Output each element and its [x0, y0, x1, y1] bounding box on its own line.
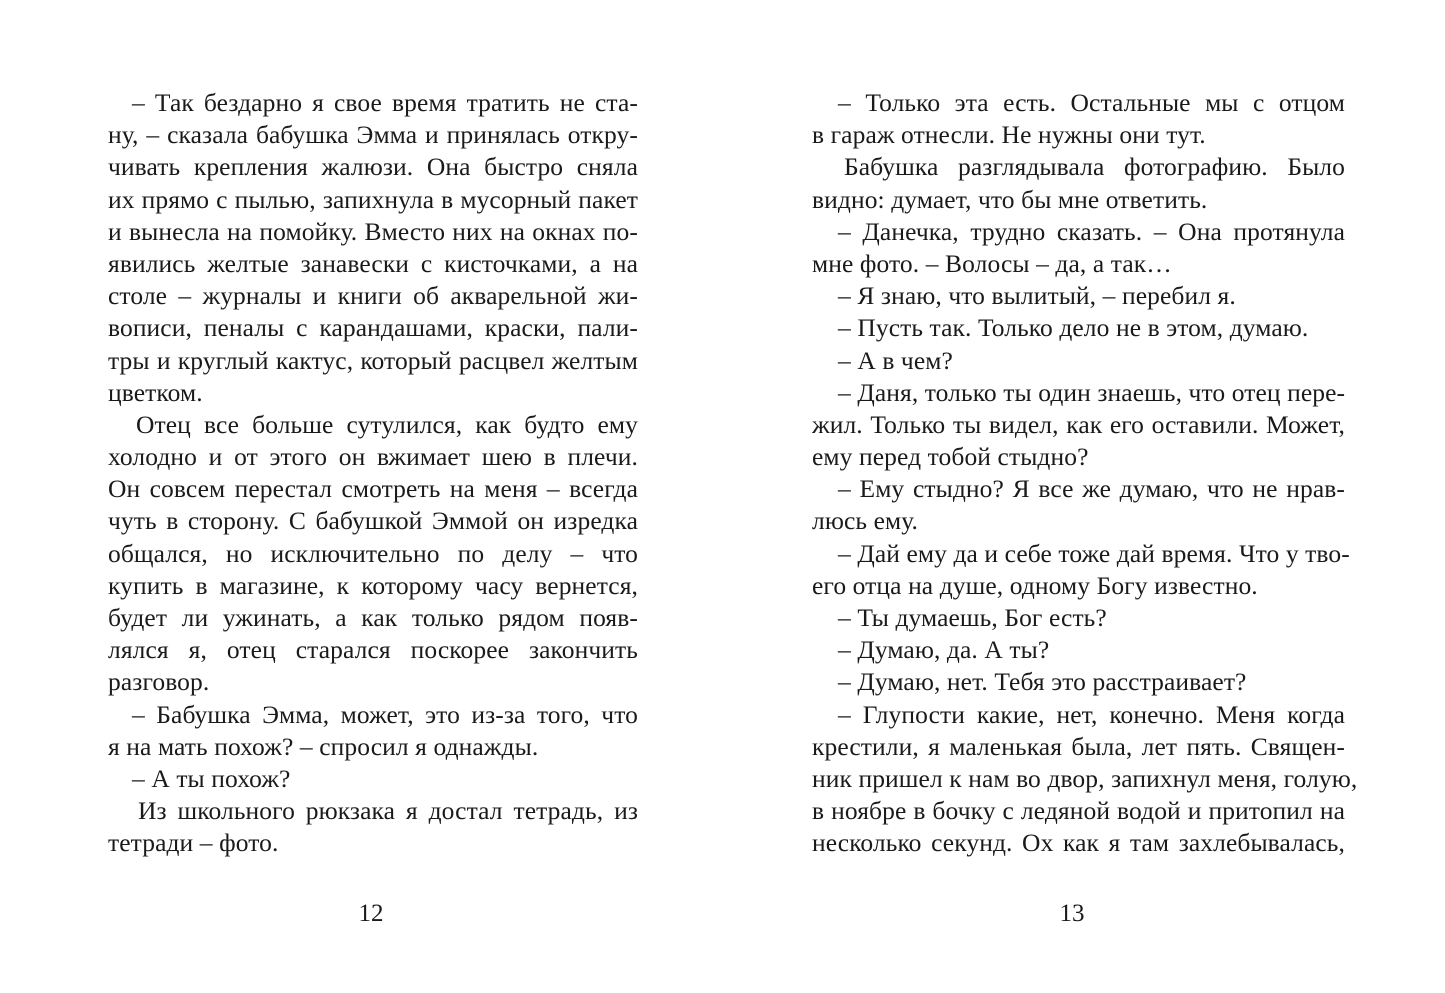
text-line: разговор. — [108, 667, 210, 697]
text-line: и вынесла на помойку. Вместо них на окнах по- — [108, 216, 638, 246]
text-line: ник пришел к нам во двор, запихнул меня, голую, — [812, 763, 1358, 793]
text-line: купить в магазине, к которому часу вернется, — [108, 570, 638, 600]
text-line: общался, но исключительно по делу – что — [108, 538, 638, 568]
text-line: тетради – фото. — [108, 828, 279, 858]
text-line: в гараж отнесли. Не нужны они тут. — [812, 120, 1206, 150]
text-line: Из школьного рюкзака я достал тетрадь, из — [138, 796, 638, 826]
text-line: – Бабушка Эмма, может, это из-за того, что — [132, 699, 638, 729]
text-line: будет ли ужинать, а как только рядом появ- — [108, 603, 638, 632]
text-line: ему перед тобой стыдно? — [812, 442, 1089, 472]
text-line: вописи, пеналы с карандашами, краски, пали- — [108, 313, 638, 343]
text-line: я на мать похож? – спросил я однажды. — [108, 731, 539, 761]
text-line: столе – журналы и книги об акварельной жи- — [108, 281, 638, 311]
text-line: тры и круглый кактус, который расцвел желтым — [108, 345, 638, 375]
text-line: – А ты похож? — [132, 763, 291, 793]
text-line: явились желтые занавески с кисточками, а на — [108, 248, 638, 278]
text-line: в ноябре в бочку с ледяной водой и притопил на — [812, 796, 1345, 826]
text-line: – Ему стыдно? Я все же думаю, что не нрав- — [838, 474, 1345, 504]
page-number: 12 — [358, 900, 384, 927]
text-line: видно: думает, что бы мне ответить. — [812, 184, 1208, 214]
text-line: – Думаю, да. А ты? — [838, 635, 1050, 665]
text-line: – Я знаю, что вылитый, – перебил я. — [838, 281, 1236, 311]
text-line: холодно и от этого он вжимает шею в плечи. — [108, 442, 638, 472]
text-line: цветком. — [108, 377, 203, 407]
text-line: лялся я, отец старался поскорее закончить — [108, 635, 638, 665]
text-line: – Данечка, трудно сказать. – Она протянула — [838, 216, 1345, 246]
text-line: – Думаю, нет. Тебя это расстраивает? — [838, 667, 1247, 697]
left-page-text — [108, 87, 638, 860]
text-line: – Даня, только ты один знаешь, что отец пере- — [838, 377, 1346, 407]
text-line: Отец все больше сутулился, как будто ему — [136, 409, 638, 439]
text-line: – Дай ему да и себе тоже дай время. Что у тво- — [838, 538, 1350, 568]
text-line: – А в чем? — [838, 345, 953, 375]
right-page — [722, 0, 1445, 993]
right-page-text — [812, 87, 1358, 860]
text-line: чуть в сторону. С бабушкой Эммой он изредка — [108, 506, 638, 536]
left-page — [0, 0, 722, 993]
text-line: его отца на душе, одному Богу известно. — [812, 570, 1258, 600]
text-line: мне фото. – Волосы – да, а так… — [812, 248, 1172, 278]
text-line: – Пусть так. Только дело не в этом, думаю. — [838, 313, 1309, 343]
page-number: 13 — [1059, 900, 1085, 927]
text-line: Бабушка разглядывала фотографию. Было — [844, 152, 1345, 182]
text-line: жил. Только ты видел, как его оставили. Может, — [812, 409, 1345, 439]
text-line: крестили, я маленькая была, лет пять. Священ- — [812, 731, 1345, 761]
text-line: – Ты думаешь, Бог есть? — [838, 603, 1107, 632]
text-line: – Только эта есть. Остальные мы с отцом — [838, 88, 1345, 117]
text-line: чивать крепления жалюзи. Она быстро сняла — [108, 152, 638, 182]
text-line: Он совсем перестал смотреть на меня – всегда — [108, 474, 638, 504]
text-line: несколько секунд. Ох как я там захлебывалась, — [812, 828, 1345, 858]
text-line: – Глупости какие, нет, конечно. Меня когда — [838, 699, 1345, 729]
text-line: – Так бездарно я свое время тратить не ста- — [132, 88, 638, 117]
text-line: их прямо с пылью, запихнула в мусорный пакет — [108, 184, 638, 214]
text-line: люсь ему. — [812, 506, 919, 536]
text-line: ну, – сказала бабушка Эмма и принялась откру- — [108, 120, 638, 150]
